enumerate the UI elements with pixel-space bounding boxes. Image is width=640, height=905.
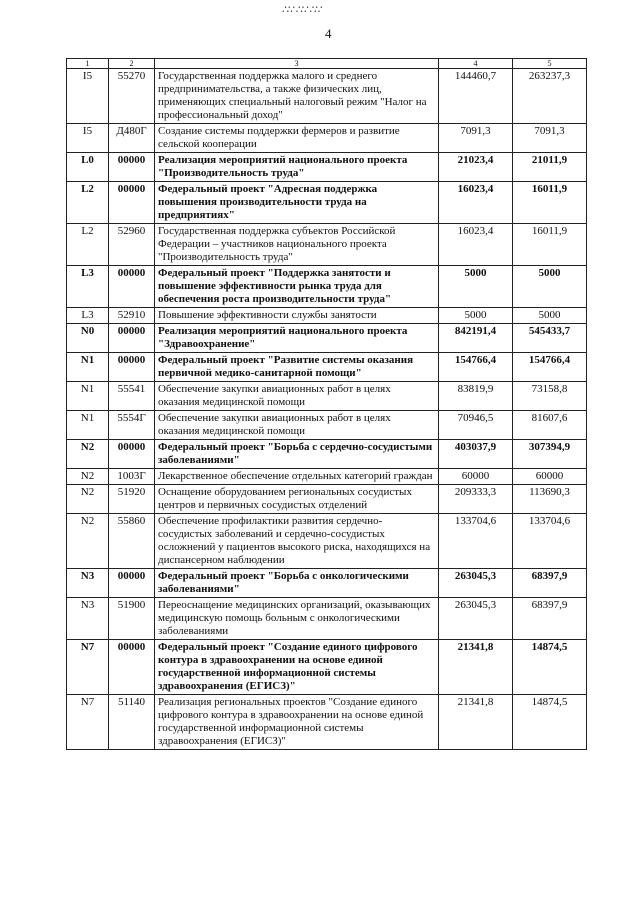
row-amount-col5: 21011,9 [513, 153, 587, 182]
row-target-code: 55860 [109, 514, 155, 569]
row-section-code: N3 [67, 598, 109, 640]
row-section-code: N2 [67, 485, 109, 514]
stamp-mark: ∴∵ ∴∵ ∴∵ [282, 4, 322, 16]
column-header-4: 4 [439, 59, 513, 69]
row-target-code: 55270 [109, 69, 155, 124]
row-target-code: 00000 [109, 640, 155, 695]
row-description: Федеральный проект "Поддержка занятости и повышение эффективности рынка труда для обеспечения роста производительности труда" [155, 266, 439, 308]
row-amount-col5: 16011,9 [513, 182, 587, 224]
row-section-code: N7 [67, 695, 109, 750]
table-row [67, 411, 587, 440]
signature-stamp [282, 6, 322, 15]
row-amount-col5: 133704,6 [513, 514, 587, 569]
row-section-code: N7 [67, 640, 109, 695]
row-description: Реализация региональных проектов "Создание единого цифрового контура в здравоохранении на основе единой государственной информационной системы здравоохранения (ЕГИСЗ)" [155, 695, 439, 750]
row-section-code: L2 [67, 182, 109, 224]
column-header-3: 3 [155, 59, 439, 69]
row-amount-col5: 5000 [513, 266, 587, 308]
row-amount-col4: 83819,9 [439, 382, 513, 411]
table-row [67, 640, 587, 695]
row-description: Федеральный проект "Создание единого цифрового контура в здравоохранении на основе единой государственной информационной системы здравоохранения (ЕГИСЗ)" [155, 640, 439, 695]
row-amount-col4: 842191,4 [439, 324, 513, 353]
row-description: Обеспечение закупки авиационных работ в целях оказания медицинской помощи [155, 411, 439, 440]
row-section-code: N1 [67, 382, 109, 411]
row-section-code: N0 [67, 324, 109, 353]
row-target-code: 1003Г [109, 469, 155, 485]
row-section-code: N1 [67, 411, 109, 440]
row-amount-col5: 14874,5 [513, 640, 587, 695]
table-row [67, 324, 587, 353]
row-target-code: 52960 [109, 224, 155, 266]
page-number: 4 [325, 26, 332, 41]
row-amount-col4: 21341,8 [439, 695, 513, 750]
row-section-code: I5 [67, 69, 109, 124]
table-row [67, 469, 587, 485]
table-row [67, 124, 587, 153]
table-row [67, 485, 587, 514]
row-target-code: 52910 [109, 308, 155, 324]
row-amount-col5: 154766,4 [513, 353, 587, 382]
row-description: Федеральный проект "Адресная поддержка повышения производительности труда на предприятиях" [155, 182, 439, 224]
row-target-code: 51920 [109, 485, 155, 514]
row-description: Обеспечение закупки авиационных работ в целях оказания медицинской помощи [155, 382, 439, 411]
row-amount-col4: 60000 [439, 469, 513, 485]
row-section-code: I5 [67, 124, 109, 153]
row-amount-col5: 113690,3 [513, 485, 587, 514]
row-amount-col4: 5000 [439, 308, 513, 324]
row-amount-col5: 60000 [513, 469, 587, 485]
row-target-code: 51140 [109, 695, 155, 750]
row-target-code: 51900 [109, 598, 155, 640]
row-target-code: 00000 [109, 324, 155, 353]
row-amount-col4: 154766,4 [439, 353, 513, 382]
row-amount-col5: 81607,6 [513, 411, 587, 440]
row-amount-col5: 68397,9 [513, 598, 587, 640]
row-description: Обеспечение профилактики развития сердечно-сосудистых заболеваний и сердечно-сосудистых осложнений у пациентов высокого риска, находящихся на диспансерном наблюдении [155, 514, 439, 569]
row-section-code: N2 [67, 469, 109, 485]
row-description: Лекарственное обеспечение отдельных категорий граждан [155, 469, 439, 485]
column-header-2: 2 [109, 59, 155, 69]
row-amount-col4: 209333,3 [439, 485, 513, 514]
row-description: Федеральный проект "Борьба с сердечно-сосудистыми заболеваниями" [155, 440, 439, 469]
row-description: Переоснащение медицинских организаций, оказывающих медицинскую помощь больным с онкологическими заболеваниями [155, 598, 439, 640]
table-row [67, 569, 587, 598]
row-amount-col5: 68397,9 [513, 569, 587, 598]
row-amount-col5: 7091,3 [513, 124, 587, 153]
column-header-1: 1 [67, 59, 109, 69]
row-description: Реализация мероприятий национального проекта "Производительность труда" [155, 153, 439, 182]
row-amount-col4: 21341,8 [439, 640, 513, 695]
row-amount-col4: 403037,9 [439, 440, 513, 469]
column-header-5: 5 [513, 59, 587, 69]
row-amount-col4: 263045,3 [439, 598, 513, 640]
table-row [67, 153, 587, 182]
row-target-code: 5554Г [109, 411, 155, 440]
table-row [67, 598, 587, 640]
row-target-code: 00000 [109, 353, 155, 382]
row-section-code: N1 [67, 353, 109, 382]
row-target-code: 00000 [109, 569, 155, 598]
row-amount-col4: 7091,3 [439, 124, 513, 153]
row-description: Федеральный проект "Развитие системы оказания первичной медико-санитарной помощи" [155, 353, 439, 382]
row-target-code: 00000 [109, 266, 155, 308]
row-description: Реализация мероприятий национального проекта "Здравоохранение" [155, 324, 439, 353]
row-amount-col4: 70946,5 [439, 411, 513, 440]
table-row [67, 266, 587, 308]
table-row [67, 353, 587, 382]
table-body [67, 69, 587, 750]
table-row [67, 382, 587, 411]
row-target-code: 00000 [109, 440, 155, 469]
row-target-code: 00000 [109, 182, 155, 224]
table-row [67, 69, 587, 124]
table-row [67, 308, 587, 324]
row-target-code: 00000 [109, 153, 155, 182]
row-description: Государственная поддержка субъектов Российской Федерации – участников национального проекта "Производительность труда" [155, 224, 439, 266]
row-amount-col4: 133704,6 [439, 514, 513, 569]
row-section-code: L2 [67, 224, 109, 266]
row-amount-col4: 144460,7 [439, 69, 513, 124]
row-section-code: L3 [67, 308, 109, 324]
row-amount-col4: 263045,3 [439, 569, 513, 598]
row-amount-col5: 16011,9 [513, 224, 587, 266]
row-amount-col5: 307394,9 [513, 440, 587, 469]
row-description: Оснащение оборудованием региональных сосудистых центров и первичных сосудистых отделений [155, 485, 439, 514]
row-amount-col5: 263237,3 [513, 69, 587, 124]
row-section-code: N3 [67, 569, 109, 598]
row-section-code: N2 [67, 514, 109, 569]
table-row [67, 440, 587, 469]
row-amount-col5: 14874,5 [513, 695, 587, 750]
row-description: Создание системы поддержки фермеров и развитие сельской кооперации [155, 124, 439, 153]
table-row [67, 695, 587, 750]
table-header-row [67, 59, 587, 69]
table-row [67, 182, 587, 224]
row-amount-col5: 5000 [513, 308, 587, 324]
row-section-code: N2 [67, 440, 109, 469]
budget-table [66, 58, 587, 750]
row-amount-col4: 21023,4 [439, 153, 513, 182]
row-section-code: L3 [67, 266, 109, 308]
row-amount-col4: 5000 [439, 266, 513, 308]
row-target-code: 55541 [109, 382, 155, 411]
row-target-code: Д480Г [109, 124, 155, 153]
row-description: Федеральный проект "Борьба с онкологическими заболеваниями" [155, 569, 439, 598]
row-amount-col4: 16023,4 [439, 182, 513, 224]
row-amount-col5: 73158,8 [513, 382, 587, 411]
row-section-code: L0 [67, 153, 109, 182]
row-description: Государственная поддержка малого и среднего предпринимательства, а также физических лиц, применяющих специальный налоговый режим "Налог на профессиональный доход" [155, 69, 439, 124]
row-description: Повышение эффективности службы занятости [155, 308, 439, 324]
table-row [67, 514, 587, 569]
row-amount-col4: 16023,4 [439, 224, 513, 266]
row-amount-col5: 545433,7 [513, 324, 587, 353]
table-row [67, 224, 587, 266]
